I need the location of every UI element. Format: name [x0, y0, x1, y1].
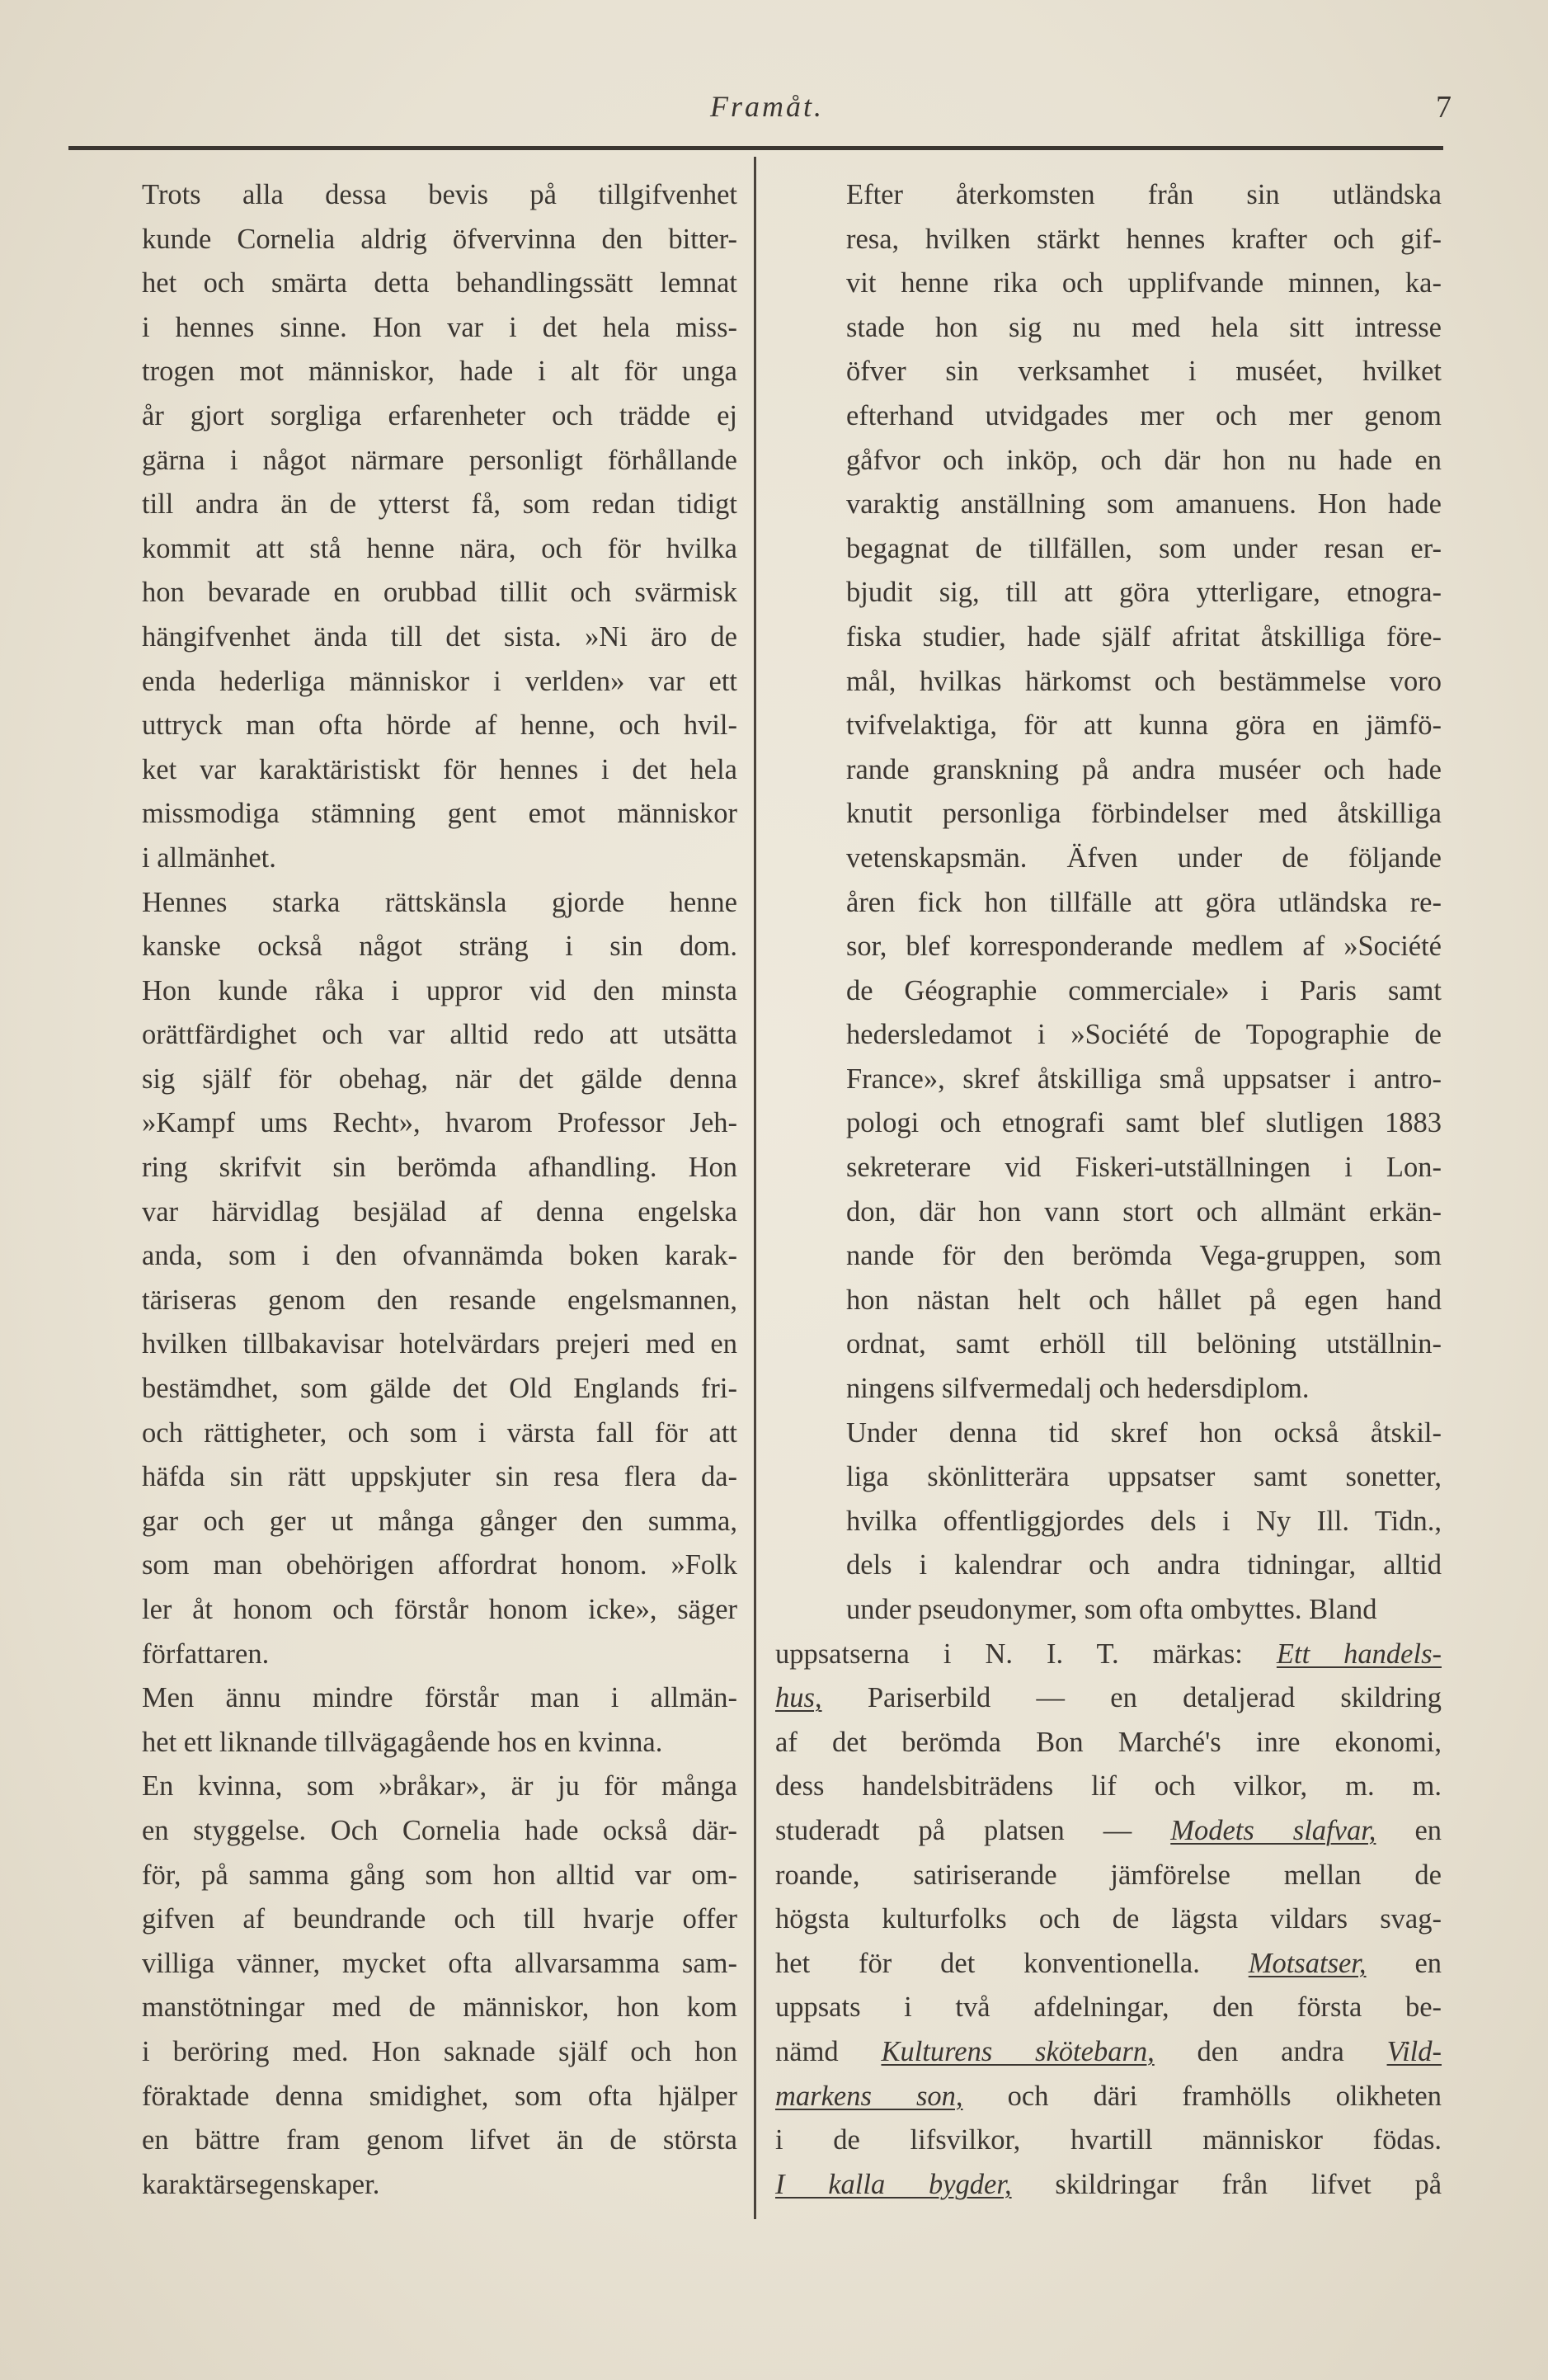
text-line: mål, hvilkas härkomst och bestämmelse voro [846, 665, 1442, 697]
work-title: Vild- [1386, 2035, 1442, 2067]
text-line: och rättigheter, och som i värsta fall för att [142, 1416, 737, 1449]
text-line: efterhand utvidgades mer och mer genom [846, 399, 1442, 431]
text-line: roande, satiriserande jämförelse mellan de [775, 1859, 1442, 1891]
text-line: het och smärta detta behandlingssätt lemnat [142, 267, 737, 299]
text-line: resa, hvilken stärkt hennes krafter och gif- [846, 223, 1442, 255]
text-line: år gjort sorgliga erfarenheter och trädde ej [142, 399, 737, 431]
text-line: tvifvelaktiga, för att kunna göra en jämfö- [846, 709, 1442, 742]
text-line: Hennes starka rättskänsla gjorde henne [142, 886, 737, 918]
text-line: Efter återkomsten från sin utländska [846, 179, 1442, 210]
text-line: hängifvenhet ända till det sista. »Ni äro de [142, 620, 737, 653]
text-line: som man obehörigen affordrat honom. »Folk [142, 1549, 737, 1581]
text-line: sig själf för obehag, när det gälde denna [142, 1063, 737, 1095]
text-line: varaktig anställning som amanuens. Hon hade [846, 488, 1442, 521]
text-line: studeradt på platsen — Modets slafvar, en [775, 1814, 1442, 1846]
text-line: vetenskapsmän. Äfven under de följande [846, 841, 1442, 874]
text-line: kunde Cornelia aldrig öfvervinna den bitter- [142, 223, 737, 255]
text-line: i de lifsvilkor, hvartill människor födas. [775, 2124, 1442, 2156]
text-line: var härvidlag besjälad af denna engelska [142, 1195, 737, 1228]
text-line: missmodiga stämning gent emot människor [142, 798, 737, 830]
text-line: Men ännu mindre förstår man i allmän- [142, 1682, 737, 1714]
text-line: villiga vänner, mycket ofta allvarsamma sam- [142, 1947, 737, 1979]
text-line: ordnat, samt erhöll till belöning utställnin- [846, 1328, 1442, 1360]
text-line: pologi och etnografi samt blef slutligen 1883 [846, 1107, 1442, 1139]
text-line: don, där hon vann stort och allmänt erkän- [846, 1195, 1442, 1228]
work-title: markens son, [775, 2080, 963, 2112]
text-line: rande granskning på andra muséer och hade [846, 753, 1442, 785]
text-line: het för det konventionella. Motsatser, en [775, 1947, 1442, 1979]
text-line: för, på samma gång som hon alltid var om- [142, 1859, 737, 1891]
text-line: uppsats i två afdelningar, den första be- [775, 1991, 1442, 2024]
text-line: dess handelsbiträdens lif och vilkor, m. m. [775, 1770, 1442, 1803]
text-line: orättfärdighet och var alltid redo att utsätta [142, 1019, 737, 1051]
text-line: hvilka offentliggjordes dels i Ny Ill. Tidn., [846, 1505, 1442, 1537]
running-head [0, 89, 1548, 139]
text-line: Under denna tid skref hon också åtskil- [846, 1416, 1442, 1449]
text-line: hus, Pariserbild — en detaljerad skildring [775, 1682, 1442, 1714]
work-title: Ett handels- [1276, 1638, 1442, 1670]
work-title: Modets slafvar, [1170, 1814, 1376, 1846]
text-line: nande för den berömda Vega-gruppen, som [846, 1240, 1442, 1272]
paragraph [71, 173, 737, 881]
text-line: hon bevarade en orubbad tillit och svärmisk [142, 577, 737, 609]
text-line: uppsatserna i N. I. T. märkas: Ett handels- [775, 1638, 1442, 1670]
text-line: författaren. [142, 1638, 270, 1670]
text-line: uttryck man ofta hörde af henne, och hvil- [142, 709, 737, 742]
text-line: hon nästan helt och hållet på egen hand [846, 1284, 1442, 1316]
text-line: kanske också något sträng i sin dom. [142, 931, 737, 963]
text-line: i allmänhet. [142, 841, 276, 874]
text-line: Trots alla dessa bevis på tillgifvenhet [142, 179, 737, 210]
paragraph [775, 173, 1442, 1412]
text-line: af det berömda Bon Marché's inre ekonomi, [775, 1726, 1442, 1758]
journal-name: Framåt. [710, 90, 824, 123]
paragraph [71, 881, 737, 1677]
text-line: åren fick hon tillfälle att göra utländska re- [846, 886, 1442, 918]
right-column [775, 173, 1442, 2207]
text-line: sor, blef korresponderande medlem af »Société [846, 931, 1442, 963]
text-line: under pseudonymer, som ofta ombyttes. Bland [846, 1594, 1377, 1625]
work-title: I kalla bygder, [775, 2168, 1012, 2200]
work-title: Motsatser, [1248, 1947, 1367, 1979]
text-line: Hon kunde råka i uppror vid den minsta [142, 974, 737, 1006]
text-line: manstötningar med de människor, hon kom [142, 1991, 737, 2024]
text-line: karaktärsegenskaper. [142, 2168, 380, 2200]
text-line: sekreterare vid Fiskeri-utställningen i Lon- [846, 1152, 1442, 1184]
work-title: hus, [775, 1682, 822, 1714]
text-line: föraktade denna smidighet, som ofta hjälper [142, 2080, 737, 2112]
text-line: trogen mot människor, hade i alt för unga [142, 356, 737, 388]
paragraph [775, 1412, 1442, 1633]
text-line: hedersledamot i »Société de Topographie de [846, 1019, 1442, 1051]
text-line: fiska studier, hade själf afritat åtskilliga före- [846, 620, 1442, 653]
text-line: gifven af beundrande och till hvarje offer [142, 1903, 737, 1935]
text-line: France», skref åtskilliga små uppsatser i antro- [846, 1063, 1442, 1095]
text-line: dels i kalendrar och andra tidningar, alltid [846, 1549, 1442, 1581]
text-line: bjudit sig, till att göra ytterligare, etnogra- [846, 577, 1442, 609]
text-line: bestämdhet, som gälde det Old Englands fri- [142, 1373, 737, 1405]
text-line: till andra än de ytterst få, som redan tidigt [142, 488, 737, 521]
text-line: en bättre fram genom lifvet än de största [142, 2124, 737, 2156]
text-line: häfda sin rätt uppskjuter sin resa flera da- [142, 1461, 737, 1493]
text-line: täriseras genom den resande engelsmannen, [142, 1284, 737, 1316]
left-column [71, 173, 737, 2207]
text-line: i hennes sinne. Hon var i det hela miss- [142, 311, 737, 343]
text-line: kommit att stå henne nära, och för hvilka [142, 532, 737, 564]
paragraph [71, 1765, 737, 2207]
text-line: knutit personliga förbindelser med åtskilliga [846, 798, 1442, 830]
text-line: vit henne rika och upplifvande minnen, ka- [846, 267, 1442, 299]
text-line: markens son, och däri framhölls olikheten [775, 2080, 1442, 2112]
text-line: ring skrifvit sin berömda afhandling. Hon [142, 1152, 737, 1184]
text-line: ningens silfvermedalj och hedersdiplom. [846, 1373, 1310, 1405]
text-line: gåfvor och inköp, och där hon nu hade en [846, 444, 1442, 476]
header-rule [68, 146, 1443, 150]
text-line: stade hon sig nu med hela sitt intresse [846, 311, 1442, 343]
work-title: Kulturens skötebarn, [881, 2035, 1155, 2067]
text-line: hvilken tillbakavisar hotelvärdars prejeri med en [142, 1328, 737, 1360]
text-line: högsta kulturfolks och de lägsta vildars svag- [775, 1903, 1442, 1935]
text-line: ler åt honom och förstår honom icke», säger [142, 1594, 737, 1625]
text-line: anda, som i den ofvannämda boken karak- [142, 1240, 737, 1272]
text-line: liga skönlitterära uppsatser samt sonetter, [846, 1461, 1442, 1493]
text-line: het ett liknande tillvägagående hos en kvinna. [142, 1726, 663, 1758]
column-divider [754, 157, 756, 2219]
text-line: gärna i något närmare personligt förhållande [142, 444, 737, 476]
text-line: »Kampf ums Recht», hvarom Professor Jeh- [142, 1107, 737, 1139]
text-line: gar och ger ut många gånger den summa, [142, 1505, 737, 1537]
text-line: enda hederliga människor i verlden» var ett [142, 665, 737, 697]
text-line: de Géographie commerciale» i Paris samt [846, 974, 1442, 1006]
page-number: 7 [1436, 90, 1452, 125]
text-line: nämd Kulturens skötebarn, den andra Vild- [775, 2035, 1442, 2067]
text-line: en styggelse. Och Cornelia hade också där- [142, 1814, 737, 1846]
text-line: En kvinna, som »bråkar», är ju för många [142, 1770, 737, 1803]
paragraph-titles [775, 1633, 1442, 2208]
text-line: öfver sin verksamhet i muséet, hvilket [846, 356, 1442, 388]
paragraph [71, 1676, 737, 1765]
text-line: ket var karaktäristiskt för hennes i det hela [142, 753, 737, 785]
text-line: I kalla bygder, skildringar från lifvet på [775, 2168, 1442, 2200]
text-line: begagnat de tillfällen, som under resan er- [846, 532, 1442, 564]
text-line: i beröring med. Hon saknade själf och hon [142, 2035, 737, 2067]
